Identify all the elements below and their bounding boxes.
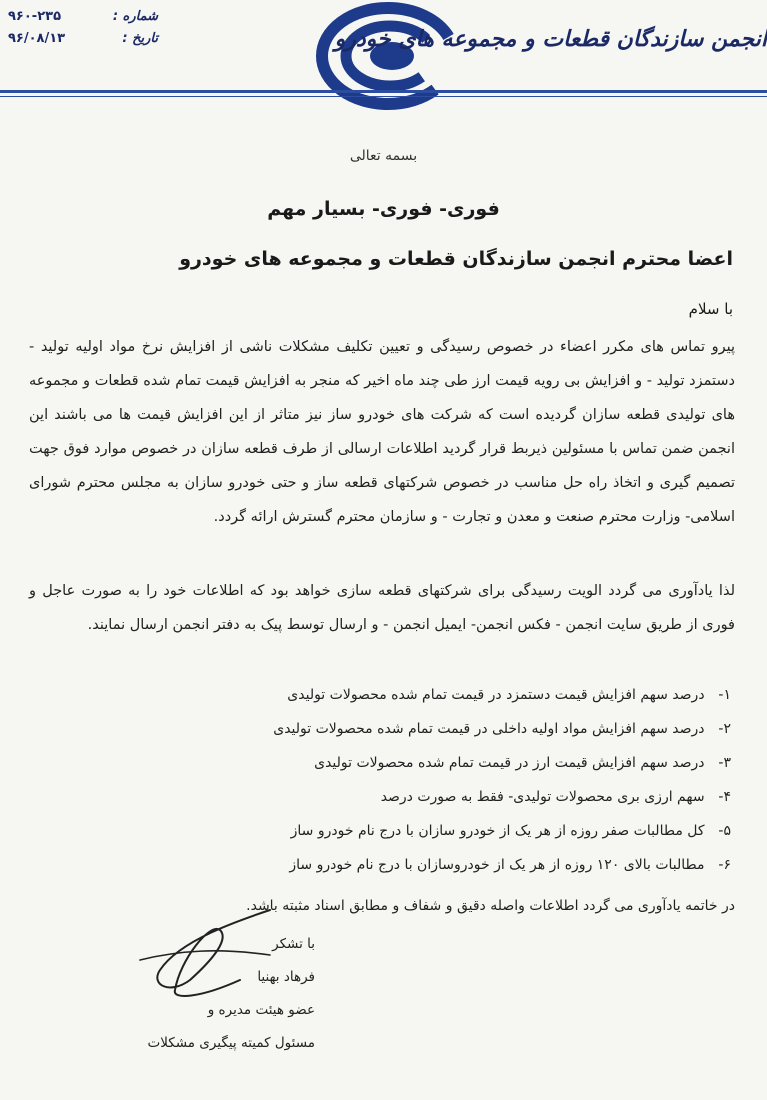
urgency-heading: فوری- فوری- بسیار مهم bbox=[267, 198, 500, 220]
date-value: ۹۶/۰۸/۱۳ bbox=[8, 31, 66, 46]
recipient-heading: اعضا محترم انجمن سازندگان قطعات و مجموعه های خودرو bbox=[179, 248, 733, 270]
date-row bbox=[8, 28, 158, 50]
organization-name: انجمن سازندگان قطعات و مجموعه های خودرو bbox=[334, 26, 767, 52]
greeting: با سلام bbox=[688, 300, 733, 318]
body-paragraph-2: لذا یادآوری می گردد الویت رسیدگی برای شرکتهای قطعه سازی خواهد بود که اطلاعات خود را به صورت عاجل و فوری از طریق سایت انجمن - فکس انجمن- ایمیل انجمن - و ارسال توسط پیک به دفتر انجمن ارسال نمایند. bbox=[29, 583, 735, 633]
list-item: ۲- درصد سهم افزایش مواد اولیه داخلی در قیمت تمام شده محصولات تولیدی bbox=[273, 721, 731, 737]
list-item: ۶- مطالبات بالای ۱۲۰ روزه از هر یک از خودروسازان با درج نام خودرو ساز bbox=[289, 857, 731, 873]
date-label: تاریخ : bbox=[122, 31, 158, 46]
requested-items-list bbox=[171, 678, 731, 882]
header-rule bbox=[0, 90, 767, 93]
body-paragraph-1: پیرو تماس های مکرر اعضاء در خصوص رسیدگی و تعیین تکلیف مشکلات ناشی از افزایش نرخ مواد اولیه تولید - دستمزد تولید - و افزایش بی رویه قیمت ارز طی چند ماه اخیر که منجر به افزایش قیمت تمام شده قطعات و مجموعه های تولیدی قطعه سازان گردیده است که شرکت های خودرو ساز نیز متاثر از این افزایش قیمت ها می باشند این انجمن ضمن تماس با مسئولین ذیربط قرار گردید اطلاعات ارسالی از طرف قطعه سازان در خصوص موارد فوق جهت تصمیم گیری و اتخاذ راه حل مناسب در خصوص شرکتهای قطعه ساز و حتی خودرو سازان به مجلس محترم شورای اسلامی- وزارت محترم صنعت و معدن و تجارت - و سازمان محترم گسترش ارائه گردد. bbox=[29, 339, 735, 525]
number-row bbox=[8, 6, 158, 28]
letterhead bbox=[0, 0, 767, 110]
signer-name: فرهاد بهنیا bbox=[257, 969, 315, 985]
signature-block bbox=[95, 928, 315, 1060]
reference-block bbox=[8, 6, 158, 50]
header-rule-thin bbox=[0, 96, 767, 97]
signer-title: عضو هیئت مدیره و bbox=[207, 1002, 315, 1018]
number-label: شماره : bbox=[112, 9, 158, 24]
list-item: ۱- درصد سهم افزایش قیمت دستمزد در قیمت تمام شده محصولات تولیدی bbox=[287, 687, 731, 703]
signer-role: مسئول کمیته پیگیری مشکلات bbox=[147, 1035, 315, 1051]
invocation: بسمه تعالی bbox=[349, 148, 418, 164]
list-item: ۳- درصد سهم افزایش قیمت ارز در قیمت تمام شده محصولات تولیدی bbox=[314, 755, 731, 771]
closing-sentence: در خاتمه یادآوری می گردد اطلاعات واصله دقیق و شفاف و مطابق اسناد مثبته باشد. bbox=[246, 898, 735, 914]
number-value: ۹۶۰-۲۳۵ bbox=[8, 9, 62, 24]
list-item: ۵- کل مطالبات صفر روزه از هر یک از خودرو سازان با درج نام خودرو ساز bbox=[290, 823, 731, 839]
list-item: ۴- سهم ارزی بری محصولات تولیدی- فقط به صورت درصد bbox=[380, 789, 731, 805]
thanks: با تشکر bbox=[272, 936, 315, 952]
